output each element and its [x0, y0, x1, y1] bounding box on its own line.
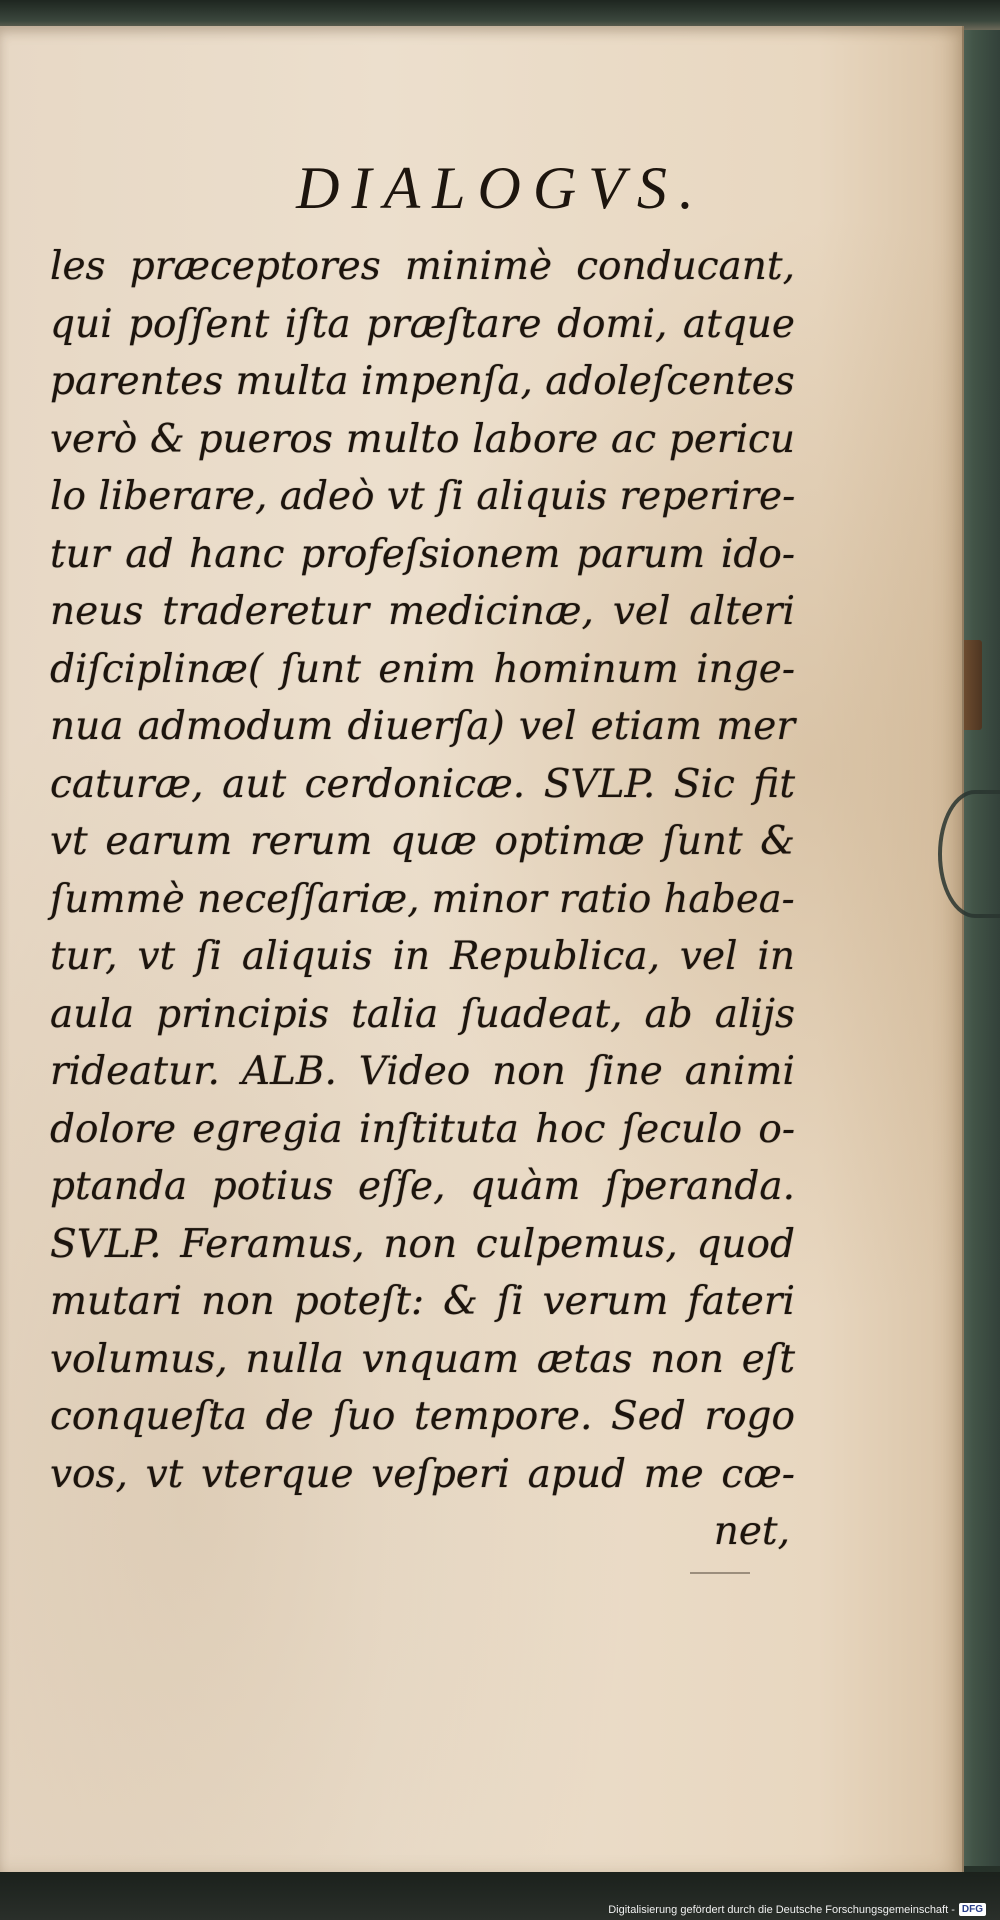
credit-text: Digitalisierung gefördert durch die Deutsche Forschungsgemeinschaft - [608, 1903, 955, 1916]
text-line: dolore egregia inſtituta hoc ſeculo o- [50, 1106, 795, 1152]
text-line: vos, vt vterque veſperi apud me cœ- [50, 1451, 795, 1497]
text-line: ptanda potius eſſe, quàm ſperanda. [50, 1164, 795, 1209]
text-line: parentes multa impenſa, adoleſcentes [50, 359, 795, 404]
text-line: tur ad hanc profeſsionem parum ido- [50, 531, 795, 577]
text-line: ſummè neceſſariæ, minor ratio habea- [50, 876, 795, 922]
text-line: caturæ, aut cerdonicæ. SVLP. Sic fit [50, 761, 795, 807]
text-line: aula principis talia ſuadeat, ab aliјs [50, 991, 795, 1037]
text-line: qui poſſent iſta præſtare domi, atque [50, 301, 795, 347]
page-text-block [50, 238, 795, 1561]
catchword-underline [690, 1572, 750, 1574]
dfg-logo: DFG [959, 1903, 986, 1916]
catchword: net, [713, 1509, 790, 1554]
text-line: les præceptores minimè conducant, [50, 244, 795, 289]
book-page [0, 26, 964, 1874]
text-line: mutari non poteſt: & ſi verum fateri [50, 1279, 795, 1324]
text-line: lo liberare, adeò vt ſi aliquis reperire- [50, 474, 796, 519]
text-line: rideatur. ALB. Video non ſine animi [50, 1049, 795, 1094]
page-heading: DIALOGVS. [296, 155, 706, 221]
bottom-scan-band [0, 1872, 1000, 1920]
text-line: diſciplinæ( ſunt enim hominum inge- [50, 646, 795, 692]
text-line: SVLP. Feramus, non culpemus, quod [50, 1221, 795, 1267]
text-line: vt earum rerum quæ optimæ ſunt & [50, 819, 795, 864]
text-line: neus traderetur medicinæ, vel alteri [50, 589, 795, 634]
text-line: nua admodum diuerſa) vel etiam mer [50, 704, 795, 749]
text-line: verò & pueros multo labore ac pericu [50, 416, 795, 462]
text-line: volumus, nulla vnquam ætas non eſt [50, 1336, 795, 1382]
text-line: conqueſta de ſuo tempore. Sed rogo [50, 1394, 795, 1439]
text-line: tur, vt ſi aliquis in Republica, vel in [50, 934, 795, 979]
digitization-credit [608, 1903, 986, 1916]
